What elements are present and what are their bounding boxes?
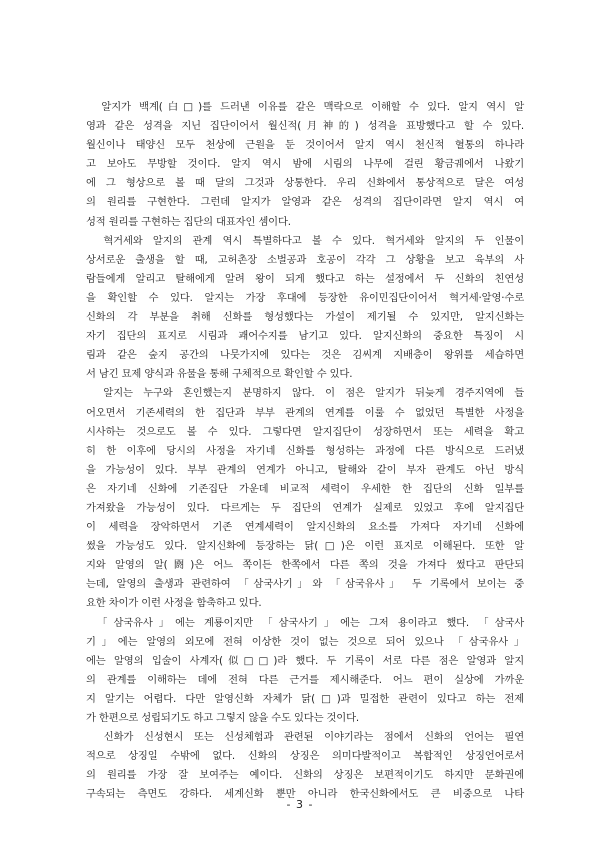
text-line: 지 알기는 어렵다. 다만 알영신화 자체가 닭(□)과 밀접한 관련이 있다고 하는 전제 bbox=[86, 692, 524, 705]
text-line: 「삼국유사」에는 계룡이지만 「삼국사기」에는 그저 용이라고 했다. 「삼국사 bbox=[86, 616, 524, 629]
text-line: 가 한편으로 성립되기도 하고 그렇지 않을 수도 있다는 것이다. bbox=[86, 712, 360, 724]
text-line: 신화가 신성현시 또는 신성체험과 관련된 이야기라는 점에서 신화의 언어는 필연 bbox=[86, 731, 524, 744]
text-line: 림과 같은 숲지 공간의 나뭇가지에 있다는 것은 김씨계 지배층이 왕위를 세습하면 bbox=[86, 349, 524, 362]
body-text bbox=[86, 98, 524, 804]
text-line: 성적 원리를 구현하는 집단의 대표자인 셈이다. bbox=[86, 215, 291, 228]
text-line: 알지는 누구와 혼인했는지 분명하지 않다. 이 점은 알지가 뒤늦게 경주지역에 들 bbox=[86, 387, 524, 400]
text-line: 기」에는 알영의 외모에 전혀 이상한 것이 없는 것으로 되어 있으나 「삼국유사」 bbox=[86, 635, 524, 648]
text-line: 은 자기네 신화에 기존집단 가운데 비교적 세력이 우세한 한 집단의 신화 일부를 bbox=[86, 482, 524, 495]
paragraph bbox=[86, 728, 524, 804]
text-line: 월신이나 태양신 모두 천상에 근원을 둔 것이어서 알지 역시 천신적 혈통의 하나라 bbox=[86, 139, 524, 152]
text-line: 는데, 알영의 출생과 관련하여 「삼국사기」와 「삼국유사」 두 기록에서 보이는 중 bbox=[86, 578, 524, 591]
text-line: 자기 집단의 표지로 시림과 괘어수지를 남기고 있다. 알지신화의 중요한 특징이 시 bbox=[86, 330, 524, 343]
text-line: 신화의 각 부분을 취해 신화를 형성했다는 가설이 제기될 수 있지만, 알지신화는 bbox=[86, 311, 524, 324]
text-line: 요한 차이가 이런 사정을 함축하고 있다. bbox=[86, 597, 262, 610]
text-line: 시사하는 것으로도 볼 수 있다. 그렇다면 알지집단이 성장하면서 또는 세력을 확고 bbox=[86, 425, 524, 438]
text-line: 람들에게 알리고 탈해에게 알려 왕이 되게 했다고 하는 설정에서 두 신화의 친연성 bbox=[86, 272, 524, 285]
page-number: - 3 - bbox=[286, 798, 314, 811]
text-line: 알지가 백계(白□)를 드러낸 이유를 같은 맥락으로 이해할 수 있다. 알지 역시 알 bbox=[86, 101, 524, 113]
paragraph bbox=[86, 232, 524, 385]
text-line: 영과 같은 성격을 지닌 집단이어서 월신적(月神的) 성격을 표방했다고 할 수 있다. bbox=[86, 120, 524, 133]
text-line: 썼을 가능성도 있다. 알지신화에 등장하는 닭(□)은 이런 표지로 이해된다. 또한 알 bbox=[86, 540, 524, 553]
text-line: 을 확인할 수 있다. 알지는 가장 후대에 등장한 유이민집단이어서 혁거세·알영·수로 bbox=[86, 291, 524, 304]
text-line: 구속되는 측면도 강하다. 세계신화 뿐만 아니라 한국신화에서도 큰 비중으로 나타 bbox=[86, 788, 524, 801]
text-line: 히 한 이후에 당시의 사정을 자기네 신화를 형성하는 과정에 다른 방식으로 드러냈 bbox=[86, 444, 524, 457]
text-line: 의 관계를 이해하는 데에 전혀 다른 근거를 제시해준다. 어느 편이 실상에 가까운 bbox=[86, 673, 524, 686]
text-line: 을 가능성이 있다. 부부 관계의 연계가 아니고, 탈해와 같이 부자 관계도 아닌 방식 bbox=[86, 463, 524, 476]
text-line: 혁거세와 알지의 관계 역시 특별하다고 볼 수 있다. 혁거세와 알지의 두 인물이 bbox=[86, 234, 524, 247]
paragraph bbox=[86, 98, 524, 232]
text-line: 의 원리를 가장 잘 보여주는 예이다. 신화의 상징은 보편적이기도 하지만 문화권에 bbox=[86, 769, 524, 782]
paragraph bbox=[86, 614, 524, 729]
text-line: 에는 알영의 입술이 사계자(似□□)라 했다. 두 기록이 서로 다른 점은 알영과 알지 bbox=[86, 654, 524, 667]
text-line: 지와 알영의 알(閼)은 어느 쪽이든 한쪽에서 다른 쪽의 것을 가져다 썼다고 판단되 bbox=[86, 559, 524, 572]
text-line: 이 세력을 장악하면서 기존 연계세력이 알지신화의 요소를 가져다 자기네 신화에 bbox=[86, 521, 524, 534]
text-line: 적으로 상징일 수밖에 없다. 신화의 상징은 의미다발적이고 복합적인 상징언어로서 bbox=[86, 750, 524, 763]
text-line: 서 남긴 묘제 양식과 유물을 통해 구체적으로 확인할 수 있다. bbox=[86, 368, 353, 381]
text-line: 가져왔을 가능성이 있다. 다르게는 두 집단의 연계가 실제로 있었고 후에 알지집단 bbox=[86, 501, 524, 514]
text-line: 고 보아도 무방할 것이다. 알지 역시 밤에 시림의 나무에 걸린 황금궤에서 나왔기 bbox=[86, 158, 524, 171]
paragraph bbox=[86, 384, 524, 613]
text-line: 의 원리를 구현한다. 그런데 알지가 알영과 같은 성격의 집단이라면 알지 역시 여 bbox=[86, 196, 524, 209]
text-line: 상서로운 출생을 할 때, 고허촌장 소벌공과 호공이 각각 그 상황을 보고 육부의 사 bbox=[86, 253, 524, 266]
text-line: 어오면서 기존세력의 한 집단과 부부 관계의 연계를 이룰 수 없었던 특별한 사정을 bbox=[86, 406, 524, 419]
text-line: 에 그 형상으로 볼 때 달의 그것과 상통한다. 우리 신화에서 통상적으로 달은 여성 bbox=[86, 177, 524, 190]
